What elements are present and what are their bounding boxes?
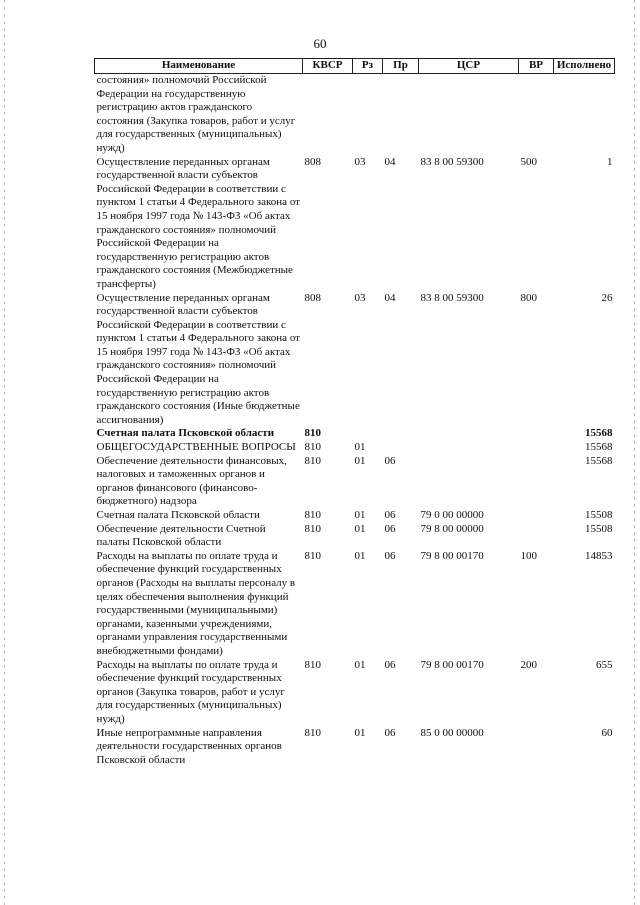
cell-vr: 200 — [520, 658, 537, 671]
cell-name: Расходы на выплаты по оплате труда и обеспечение функций государственных органов (Расходы на выплаты персоналу в целях обеспечения выполнения функций государственными (муниципальными) органами, казенными учреждениями, органами управления государственными внебюджетными фондами) — [96, 549, 296, 657]
cell-vr: 800 — [520, 291, 537, 304]
header-rz: Рз — [353, 59, 383, 74]
cell-name: ОБЩЕГОСУДАРСТВЕННЫЕ ВОПРОСЫ — [96, 441, 296, 454]
scan-edge-right — [634, 0, 635, 905]
cell-vr — [519, 427, 554, 441]
header-vr: ВР — [519, 59, 554, 74]
cell-done: 655 — [596, 658, 613, 671]
cell-csr — [419, 441, 519, 455]
cell-done — [554, 74, 615, 156]
cell-pr — [383, 441, 419, 455]
table-body — [95, 74, 615, 768]
cell-name: Счетная палата Псковской области — [96, 509, 260, 521]
cell-csr — [419, 74, 519, 156]
cell-rz: 01 — [354, 658, 366, 671]
cell-done: 15568 — [585, 441, 613, 454]
cell-kvsr: 810 — [304, 441, 321, 454]
cell-csr — [419, 427, 519, 441]
table-row — [95, 727, 615, 768]
cell-csr: 79 8 00 00170 — [420, 549, 484, 562]
cell-done: 60 — [601, 726, 613, 739]
cell-rz — [353, 427, 383, 441]
header-kvsr: КВСР — [303, 59, 353, 74]
cell-name: Осуществление переданных органам государственной власти субъектов Российской Федерации в соответствии с пунктом 1 статьи 4 Федерального закона от 15 ноября 1997 года № 143-ФЗ «Об актах гражданского состояния» полномочий Российской Федерации на государственную регистрацию актов гражданского состояния (Иные бюджетные ассигнования) — [96, 291, 300, 426]
cell-name: состояния» полномочий Российской Федерации на государственную регистрацию актов гражданского состояния (Закупка товаров, работ и услуг для государственных (муниципальных) нужд) — [96, 74, 296, 154]
cell-pr: 06 — [384, 658, 396, 671]
cell-vr — [519, 441, 554, 455]
header-pr: Пр — [383, 59, 419, 74]
cell-done: 1 — [607, 155, 613, 168]
table-row — [95, 455, 615, 509]
cell-kvsr — [303, 74, 353, 156]
cell-kvsr: 810 — [304, 549, 321, 562]
cell-pr: 06 — [384, 726, 396, 739]
cell-csr: 79 0 00 00000 — [420, 509, 484, 521]
cell-name: Обеспечение деятельности финансовых, налоговых и таможенных органов и органов финансового (финансово-бюджетного) надзора — [96, 454, 287, 508]
cell-done: 26 — [601, 291, 613, 304]
cell-csr: 83 8 00 59300 — [420, 155, 484, 168]
table-row — [95, 659, 615, 727]
cell-done: 15508 — [585, 509, 613, 521]
cell-pr — [383, 427, 419, 441]
table-row — [95, 509, 615, 523]
cell-pr: 06 — [384, 454, 396, 467]
cell-kvsr: 810 — [304, 726, 321, 739]
cell-name: Расходы на выплаты по оплате труда и обеспечение функций государственных органов (Закупка товаров, работ и услуг для государственных (муниципальных) нужд) — [96, 658, 285, 725]
table-row — [95, 523, 615, 550]
table-row — [95, 550, 615, 659]
cell-rz: 01 — [354, 454, 366, 467]
cell-pr: 06 — [384, 522, 396, 535]
cell-kvsr: 810 — [304, 522, 321, 535]
cell-kvsr: 808 — [304, 155, 321, 168]
table-row — [95, 427, 615, 441]
cell-csr — [419, 455, 519, 509]
cell-vr: 100 — [520, 549, 537, 562]
cell-rz: 01 — [354, 549, 366, 562]
header-name: Наименование — [95, 59, 303, 74]
table-header-row — [95, 59, 615, 74]
cell-pr: 04 — [384, 155, 396, 168]
cell-rz: 03 — [354, 155, 366, 168]
cell-name: Обеспечение деятельности Счетной палаты Псковской области — [96, 522, 266, 549]
cell-pr: 06 — [384, 549, 396, 562]
cell-pr — [383, 74, 419, 156]
cell-rz: 01 — [354, 441, 366, 454]
cell-rz: 01 — [354, 726, 366, 739]
budget-table — [94, 58, 615, 767]
cell-vr — [519, 455, 554, 509]
cell-done: 15568 — [585, 427, 613, 440]
cell-kvsr: 810 — [304, 427, 321, 440]
cell-rz: 01 — [354, 509, 366, 521]
cell-csr: 79 8 00 00000 — [420, 522, 484, 535]
cell-rz: 03 — [354, 291, 366, 304]
cell-vr — [519, 509, 554, 523]
table-row — [95, 292, 615, 428]
cell-done: 15568 — [585, 454, 613, 467]
cell-kvsr: 810 — [304, 509, 321, 521]
cell-csr: 85 0 00 00000 — [420, 726, 484, 739]
cell-kvsr: 810 — [304, 454, 321, 467]
cell-rz — [353, 74, 383, 156]
cell-pr: 06 — [384, 509, 396, 521]
cell-name: Счетная палата Псковской области — [96, 427, 275, 440]
page-number: 60 — [313, 36, 327, 51]
cell-done: 14853 — [585, 549, 613, 562]
cell-vr: 500 — [520, 155, 537, 168]
table-row — [95, 156, 615, 292]
cell-rz: 01 — [354, 522, 366, 535]
scan-edge-left — [4, 0, 5, 905]
table-row — [95, 74, 615, 156]
cell-vr — [519, 727, 554, 768]
cell-kvsr: 808 — [304, 291, 321, 304]
cell-kvsr: 810 — [304, 658, 321, 671]
header-csr: ЦСР — [419, 59, 519, 74]
cell-pr: 04 — [384, 291, 396, 304]
cell-vr — [519, 74, 554, 156]
header-done: Исполнено — [554, 59, 615, 74]
cell-csr: 83 8 00 59300 — [420, 291, 484, 304]
cell-name: Иные непрограммные направления деятельности государственных органов Псковской области — [96, 726, 282, 766]
cell-name: Осуществление переданных органам государственной власти субъектов Российской Федерации в соответствии с пунктом 1 статьи 4 Федерального закона от 15 ноября 1997 года № 143-ФЗ «Об актах гражданского состояния» полномочий Российской Федерации на государственную регистрацию актов гражданского состояния (Межбюджетные трансферты) — [96, 155, 300, 290]
cell-done: 15508 — [585, 522, 613, 535]
table-row — [95, 441, 615, 455]
cell-vr — [519, 523, 554, 550]
cell-csr: 79 8 00 00170 — [420, 658, 484, 671]
